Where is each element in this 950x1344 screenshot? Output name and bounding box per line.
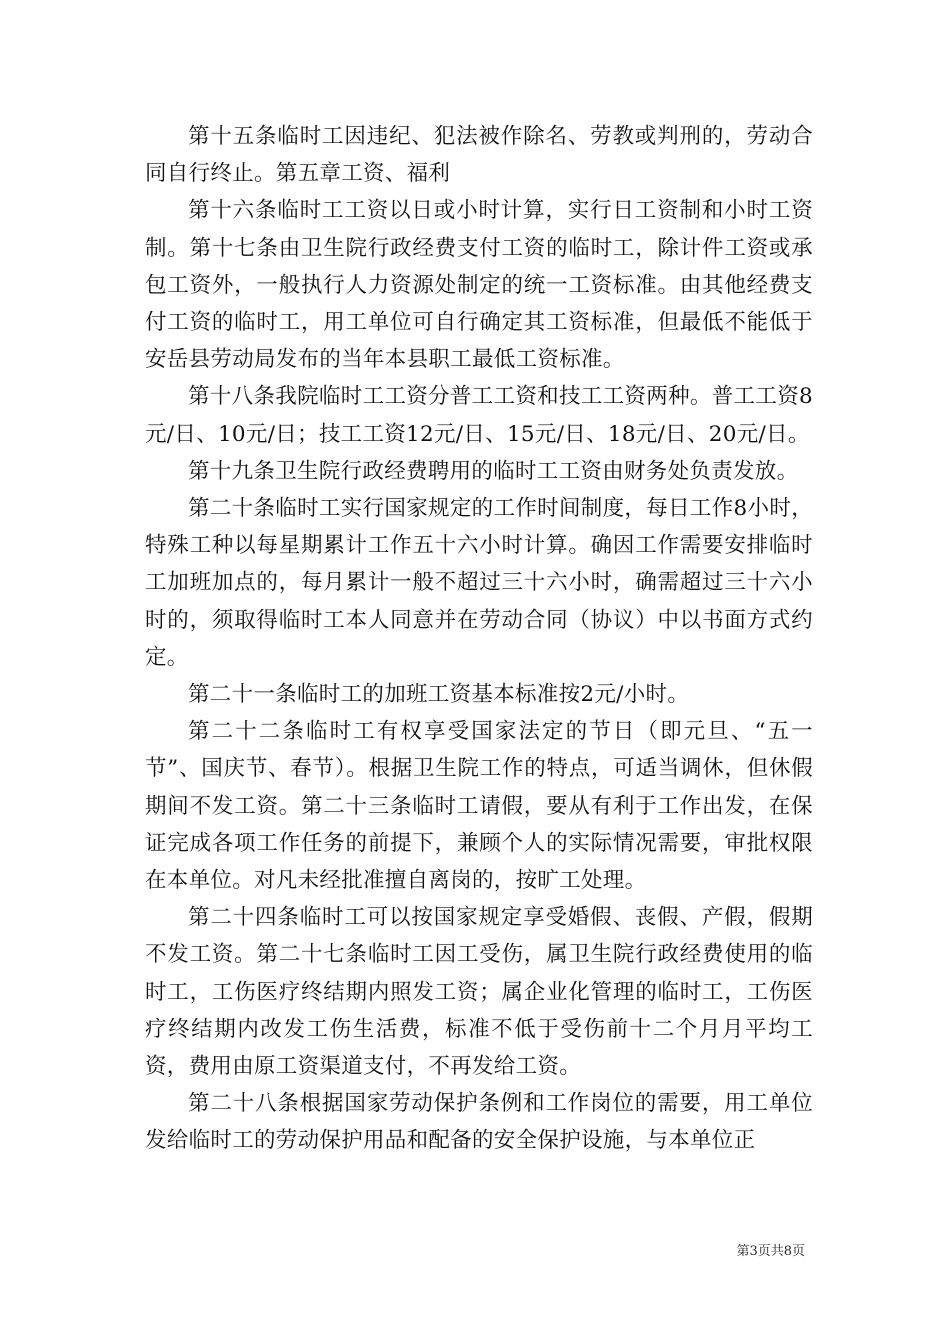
paragraph-article-20: 第二十条临时工实行国家规定的工作时间制度，每日工作8小时，特殊工种以每星期累计工作五十六小时计算。确因工作需要安排临时工加班加点的，每月累计一般不超过三十六小时，确需超过三十六小时的，须取得临时工本人同意并在劳动合同（协议）中以书面方式约定。 xyxy=(145,496,813,670)
page-number-footer: 第3页共8页 xyxy=(736,1244,805,1259)
paragraph-article-21: 第二十一条临时工的加班工资基本标准按2元/小时。 xyxy=(188,682,690,708)
paragraph-article-24-27: 第二十四条临时工可以按国家规定享受婚假、丧假、产假，假期不发工资。第二十七条临时工因工受伤，属卫生院行政经费使用的临时工，工伤医疗终结期内照发工资；属企业化管理的临时工，工伤医疗终结期内改发工伤生活费，标准不低于受伤前十二个月月平均工资，费用由原工资渠道支付，不再发给工资。 xyxy=(145,905,813,1080)
paragraph-article-19: 第十九条卫生院行政经费聘用的临时工工资由财务处负责发放。 xyxy=(188,458,799,484)
paragraph-article-16-17: 第十六条临时工工资以日或小时计算，实行日工资制和小时工资制。第十七条由卫生院行政经费支付工资的临时工，除计件工资或承包工资外，一般执行人力资源处制定的统一工资标准。由其他经费支付工资的临时工，用工单位可自行确定其工资标准，但最低不能低于安岳县劳动局发布的当年本县职工最低工资标准。 xyxy=(145,198,813,373)
paragraph-article-15: 第十五条临时工因违纪、犯法被作除名、劳教或判刑的，劳动合同自行终止。第五章工资、福利 xyxy=(145,124,813,187)
document-body xyxy=(145,118,813,1160)
paragraph-article-28: 第二十八条根据国家劳动保护条例和工作岗位的需要，用工单位发给临时工的劳动保护用品和配备的安全保护设施，与本单位正 xyxy=(145,1091,813,1154)
paragraph-article-22-23: 第二十二条临时工有权享受国家法定的节日（即元旦、“五一节”、国庆节、春节）。根据卫生院工作的特点，可适当调休，但休假期间不发工资。第二十三条临时工请假，要从有利于工作出发，在保证完成各项工作任务的前提下，兼顾个人的实际情况需要，审批权限在本单位。对凡未经批准擅自离岗的，按旷工处理。 xyxy=(145,719,813,894)
paragraph-article-18: 第十八条我院临时工工资分普工工资和技工工资两种。普工工资8元/日、10元/日；技工工资12元/日、15元/日、18元/日、20元/日。 xyxy=(145,384,813,447)
